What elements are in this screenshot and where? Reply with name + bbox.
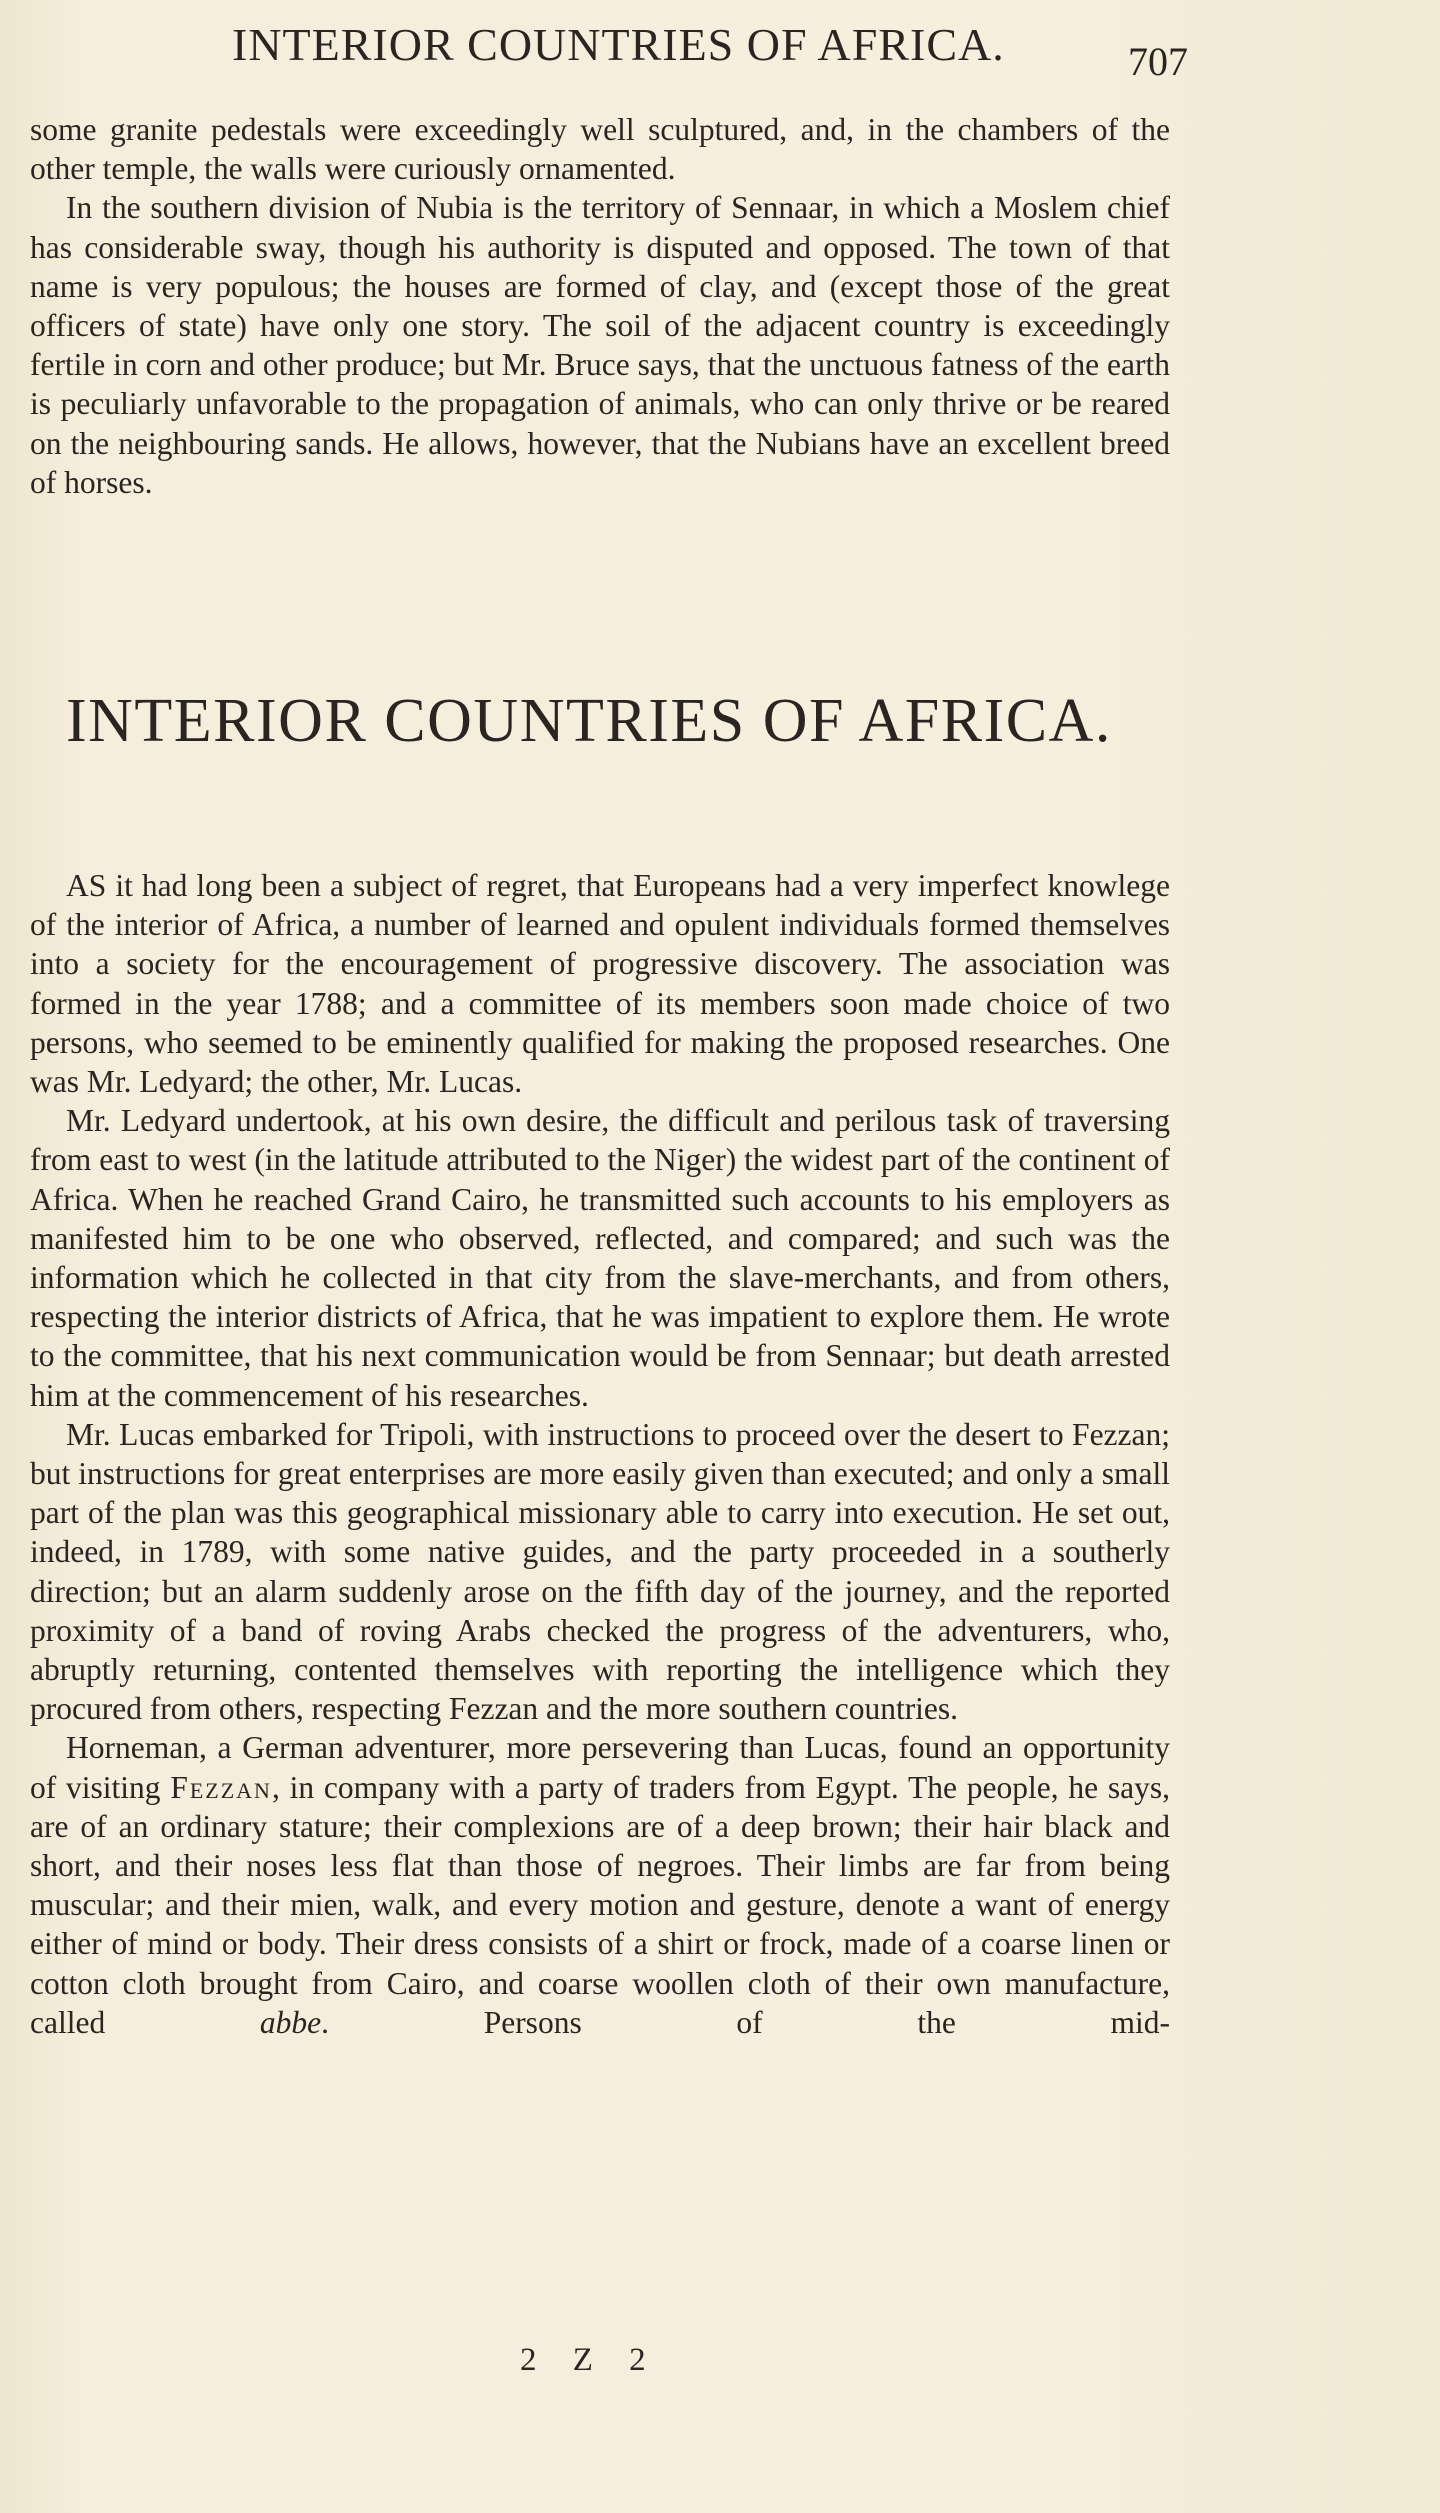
section-title: INTERIOR COUNTRIES OF AFRICA. <box>66 687 1112 755</box>
paragraph: Mr. Lucas embarked for Tripoli, with instructions to proceed over the desert to Fezzan; but instructions for great enterprises are more easily given than executed; and only a small part of the plan was this geographical missionary able to carry into execution. He set out, indeed, in 1789, with some native guides, and the party proceeded in a southerly direction; but an alarm suddenly arose on the fifth day of the journey, and the reported proximity of a band of roving Arabs checked the progress of the adventurers, who, abruptly returning, contented themselves with reporting the intelligence which they procured from others, respecting Fezzan and the more southern countries. <box>30 1416 1170 1727</box>
place-name: Fezzan <box>170 1769 272 1805</box>
paragraph <box>30 1728 1170 2042</box>
paragraph-text: Horneman, a German adventurer, more persevering than Lucas, found an opportunity of visiting <box>30 1730 1170 1805</box>
paragraph: AS it had long been a subject of regret, that Europeans had a very imperfect knowlege of the interior of Africa, a number of learned and opulent individuals formed themselves into a society for the encouragement of progressive discovery. The association was formed in the year 1788; and a committee of its members soon made choice of two persons, who seemed to be eminently qualified for making the proposed researches. One was Mr. Ledyard; the other, Mr. Lucas. <box>30 868 1170 1100</box>
paragraph-text: . Persons of the mid- <box>321 2004 1170 2040</box>
page-number: 707 <box>1128 39 1188 84</box>
running-head-title: INTERIOR COUNTRIES OF AFRICA. <box>232 19 1005 70</box>
paragraph: Mr. Ledyard undertook, at his own desire, the difficult and perilous task of traversing from east to west (in the latitude attributed to the Niger) the widest part of the continent of Africa. When he reached Grand Cairo, he transmitted such accounts to his employers as manifested him to be one who observed, reflected, and compared; and such was the information which he collected in that city from the slave-merchants, and from others, respecting the interior districts of Africa, that he was impatient to explore them. He wrote to the committee, that his next communication would be from Sennaar; but death arrested him at the commencement of his researches. <box>30 1103 1170 1413</box>
paragraph: some granite pedestals were exceedingly well sculptured, and, in the chambers of the other temple, the walls were curiously ornamented. <box>30 112 1170 187</box>
intro-text <box>30 110 1170 502</box>
paragraph-text: , in company with a party of traders from Egypt. The people, he says, are of an ordinary stature; their complexions are of a deep brown; their hair black and short, and their noses less flat than those of negroes. Their limbs are far from being muscular; and their mien, walk, and every motion and gesture, denote a want of energy either of mind or body. Their dress consists of a shirt or frock, made of a coarse linen or cotton cloth brought from Cairo, and coarse woollen cloth of their own manufacture, called <box>30 1769 1170 2040</box>
paragraph: In the southern division of Nubia is the territory of Sennaar, in which a Moslem chief has considerable sway, though his authority is disputed and opposed. The town of that name is very populous; the houses are formed of clay, and (except those of the great officers of state) have only one story. The soil of the adjacent country is exceedingly fertile in corn and other produce; but Mr. Bruce says, that the unctuous fatness of the earth is peculiarly unfavorable to the propagation of animals, who can only thrive or be reared on the neighbouring sands. He allows, however, that the Nubians have an excellent breed of horses. <box>30 190 1170 500</box>
body-text <box>30 866 1170 2042</box>
italic-term: abbe <box>259 2004 322 2040</box>
signature-mark: 2 Z 2 <box>520 2342 660 2378</box>
